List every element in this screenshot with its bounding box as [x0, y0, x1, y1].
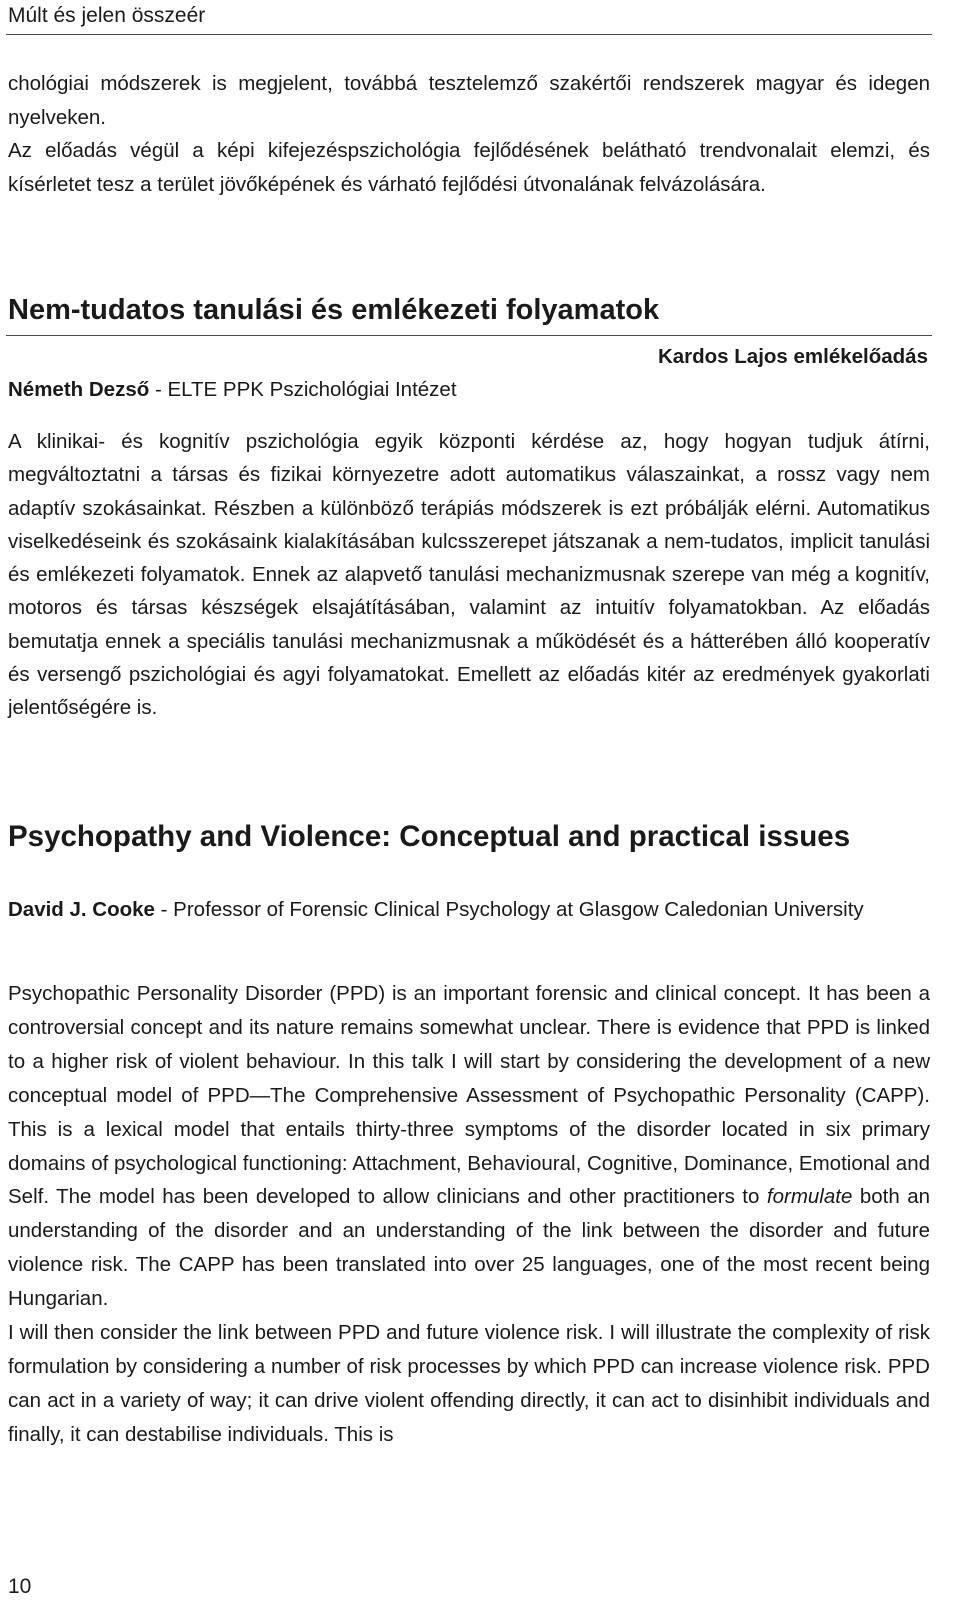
- author-name-en: David J. Cooke: [8, 898, 155, 921]
- abstract-en: [8, 977, 930, 1452]
- section-title-hu: Nem-tudatos tanulási és emlékezeti folyamatok: [8, 294, 660, 326]
- intro-paragraph: [8, 67, 930, 201]
- page-number: 10: [8, 1575, 32, 1598]
- abstract-en-p1-start: Psychopathic Personality Disorder (PPD) is an important forensic and clinical concept. It has been a controversial concept and its nature remains somewhat unclear. There is evidence that PPD is linked to a higher risk of violent behaviour. In this talk I will start by considering the development of a new conceptual model of PPD—The Comprehensive Assessment of Psychopathic Personality (CAPP). This is a lexical model that entails thirty-three symptoms of the disorder located in six primary domains of psychological functioning: Attachment, Behavioural, Cognitive, Dominance, Emotional and Self. The model has been developed to allow clinicians and other practitioners to: [8, 982, 930, 1209]
- byline-en: [8, 893, 930, 927]
- memorial-lecture-label: Kardos Lajos emlékelőadás: [657, 345, 928, 368]
- intro-line-2: Az előadás végül a képi kifejezéspszichológia fejlődésének belátható trendvonalait elemzi, és kísérletet tesz a terület jövőképének és várható fejlődési útvonalának felvázolására.: [8, 139, 930, 196]
- abstract-en-p1-end: both an understanding of the disorder and an understanding of the link between the disorder and future violence risk. The CAPP has been translated into over 25 languages, one of the most recent being Hungarian.: [8, 1185, 931, 1311]
- author-affiliation-en: - Professor of Forensic Clinical Psychology at Glasgow Caledonian University: [154, 898, 864, 921]
- section-title-divider: [6, 335, 932, 336]
- author-affiliation-hu: - ELTE PPK Pszichológiai Intézet: [149, 378, 457, 401]
- abstract-hu: A klinikai- és kognitív pszichológia egyik központi kérdése az, hogy hogyan tudjuk átírni, megváltoztatni a társas és fizikai környezetre adott automatikus válaszainkat, a rossz vagy nem adaptív szokásainkat. Részben a különböző terápiás módszerek is ezt próbálják elérni. Automatikus viselkedéseink és szokásaink kialakításában kulcsszerepet játszanak a nem-tudatos, implicit tanulási és emlékezeti folyamatok. Ennek az alapvető tanulási mechanizmusnak szerepe van még a kognitív, motoros és társas készségek elsajátításában, valamint az intuitív folyamatokban. Az előadás bemutatja ennek a speciális tanulási mechanizmusnak a működését és a hátterében álló kooperatív és versengő pszichológiai és agyi folyamatokat. Emellett az előadás kitér az eredmények gyakorlati jelentőségére is.: [8, 430, 930, 720]
- section-title-en: Psychopathy and Violence: Conceptual and practical issues: [8, 820, 851, 853]
- author-name-hu: Németh Dezső: [8, 378, 150, 401]
- running-header-title: Múlt és jelen összeér: [8, 4, 206, 27]
- abstract-en-italic-term: formulate: [766, 1185, 853, 1209]
- intro-line-1: chológiai módszerek is megjelent, továbbá tesztelemző szakértői rendszerek magyar és idegen nyelveken.: [8, 72, 930, 129]
- header-divider: [6, 34, 932, 35]
- abstract-en-p2: I will then consider the link between PPD and future violence risk. I will illustrate the complexity of risk formulation by considering a number of risk processes by which PPD can increase violence risk. PPD can act in a variety of way; it can drive violent offending directly, it can act to disinhibit individuals and finally, it can destabilise individuals. This is: [8, 1321, 930, 1446]
- byline-hu: [8, 374, 457, 406]
